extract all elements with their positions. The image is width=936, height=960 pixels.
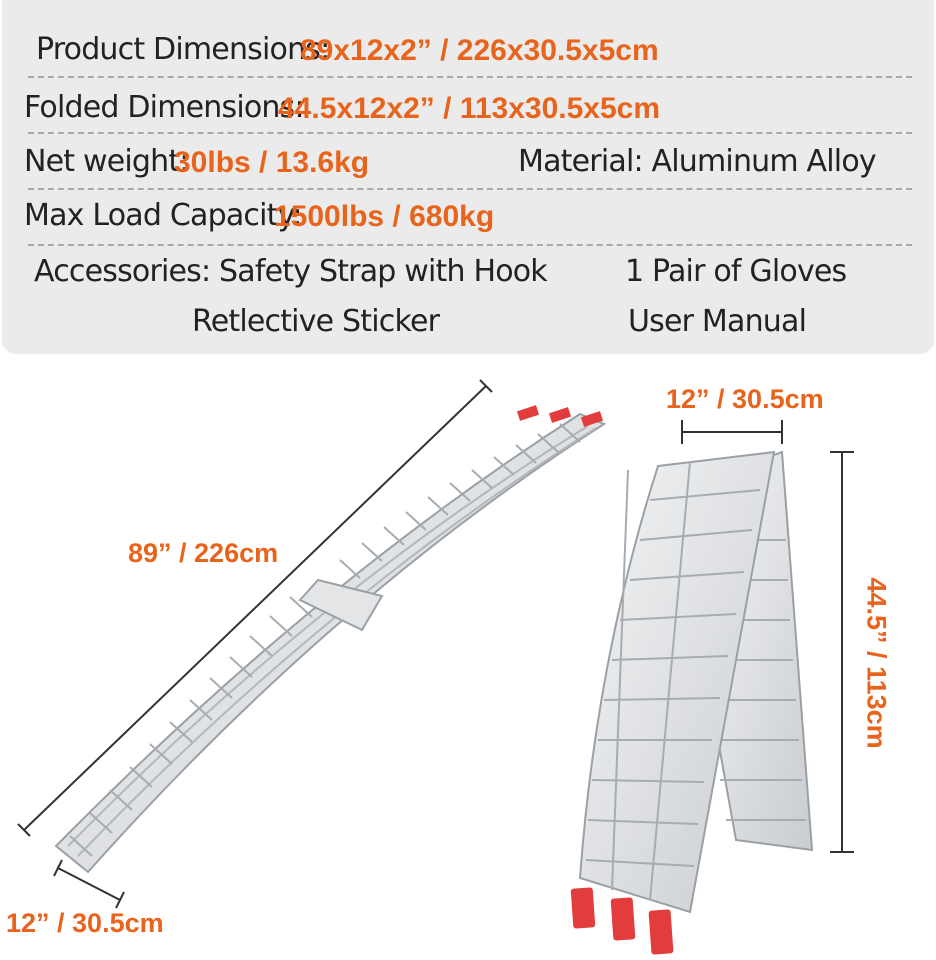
product-dimensions-label: Product Dimensions:: [36, 32, 330, 67]
material-text: Material: Aluminum Alloy: [518, 144, 876, 179]
accessory-manual: User Manual: [628, 304, 807, 339]
accessories-label: Accessories: Safety Strap with Hook: [34, 254, 547, 289]
max-load-value: 1500lbs / 680kg: [274, 200, 495, 233]
accessory-sticker: Retlective Sticker: [192, 304, 440, 339]
unfolded-length-label: 89” / 226cm: [128, 538, 279, 568]
folded-ramp: [571, 452, 812, 955]
net-weight-label: Net weight:: [24, 144, 189, 179]
length-dimension-line: [18, 380, 492, 836]
unfolded-width-label: 12” / 30.5cm: [6, 908, 164, 938]
folded-height-dimension-line: [830, 452, 854, 852]
folded-width-label: 12” / 30.5cm: [666, 384, 824, 414]
max-load-label: Max Load Capacity:: [24, 198, 302, 233]
unfolded-ramp: [56, 405, 604, 872]
accessory-gloves: 1 Pair of Gloves: [625, 254, 847, 289]
folded-height-label: 44.5” / 113cm: [861, 577, 892, 749]
folded-dimensions-value: 44.5x12x2” / 113x30.5x5cm: [278, 92, 661, 125]
folded-dimensions-label: Folded Dimensions:: [24, 90, 304, 125]
folded-width-dimension-line: [682, 420, 782, 444]
product-dimensions-value: 89x12x2” / 226x30.5x5cm: [300, 34, 659, 67]
net-weight-value: 30lbs / 13.6kg: [174, 146, 370, 179]
